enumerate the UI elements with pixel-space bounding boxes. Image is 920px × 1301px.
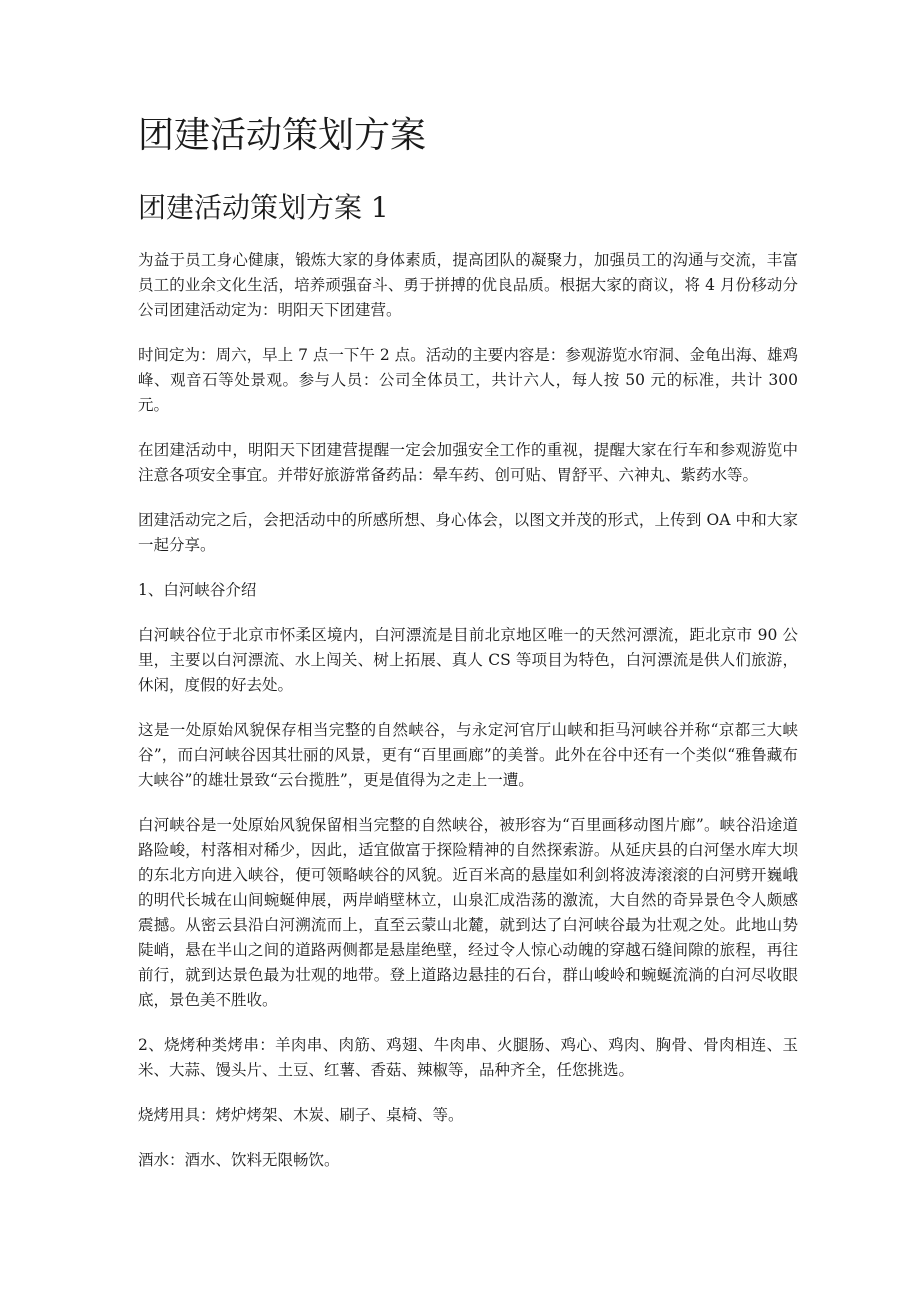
paragraph-drinks: 酒水：酒水、饮料无限畅饮。 — [138, 1151, 340, 1169]
paragraph-safety: 在团建活动中，明阳天下团建营提醒一定会加强安全工作的重视，提醒大家在行车和参观游览中注意各项安全事宜。并带好旅游常备药品：晕车药、创可贴、胃舒平、六神丸、紫药水等。 — [138, 441, 798, 484]
section-title: 团建活动策划方案 1 — [138, 191, 389, 224]
paragraph-bbq-types: 2、烧烤种类烤串：羊肉串、肉筋、鸡翅、牛肉串、火腿肠、鸡心、鸡肉、胸骨、骨肉相连、玉米、大蒜、馒头片、土豆、红薯、香菇、辣椒等，品种齐全，任您挑选。 — [138, 1036, 798, 1079]
paragraph-canyon-fame: 这是一处原始风貌保存相当完整的自然峡谷，与永定河官厅山峡和拒马河峡谷并称“京都三大峡谷”，而白河峡谷因其壮丽的风景，更有“百里画廊”的美誉。此外在谷中还有一个类似“雅鲁藏布大峡谷”的雄壮景致“云台揽胜”，更是值得为之走上一遭。 — [138, 721, 798, 789]
document-page — [138, 108, 798, 1193]
paragraph-intro: 为益于员工身心健康，锻炼大家的身体素质，提高团队的凝聚力，加强员工的沟通与交流，丰富员工的业余文化生活，培养顽强奋斗、勇于拼搏的优良品质。根据大家的商议，将 4 月份移动分公司团建活动定为：明阳天下团建营。 — [138, 251, 798, 319]
paragraph-canyon-location: 白河峡谷位于北京市怀柔区境内，白河漂流是目前北京地区唯一的天然河漂流，距北京市 90 公里，主要以白河漂流、水上闯关、树上拓展、真人 CS 等项目为特色，白河漂流是供人们旅游，休闲，度假的好去处。 — [138, 626, 798, 694]
paragraph-sharing: 团建活动完之后，会把活动中的所感所想、身心体会，以图文并茂的形式，上传到 OA 中和大家一起分享。 — [138, 511, 798, 554]
document-title: 团建活动策划方案 — [138, 115, 427, 156]
paragraph-heading-canyon: 1、白河峡谷介绍 — [138, 581, 257, 599]
paragraph-canyon-detail: 白河峡谷是一处原始风貌保留相当完整的自然峡谷，被形容为“百里画移动图片廊”。峡谷沿途道路险峻，村落相对稀少，因此，适宜做富于探险精神的自然探索游。从延庆县的白河堡水库大坝的东北方向进入峡谷，便可领略峡谷的风貌。近百米高的悬崖如利剑将波涛滚滚的白河劈开巍峨的明代长城在山间蜿蜒伸展，两岸峭壁林立，山泉汇成浩荡的激流，大自然的奇异景色令人颇感震撼。从密云县沿白河溯流而上，直至云蒙山北麓，就到达了白河峡谷最为壮观之处。此地山势陡峭，悬在半山之间的道路两侧都是悬崖绝壁，经过令人惊心动魄的穿越石缝间隙的旅程，再往前行，就到达景色最为壮观的地带。登上道路边悬挂的石台，群山峻岭和蜿蜒流淌的白河尽收眼底，景色美不胜收。 — [138, 816, 798, 1009]
paragraph-bbq-tools: 烧烤用具：烤炉烤架、木炭、刷子、桌椅、等。 — [138, 1106, 464, 1124]
paragraph-schedule: 时间定为：周六，早上 7 点一下午 2 点。活动的主要内容是：参观游览水帘洞、金龟出海、雄鸡峰、观音石等处景观。参与人员：公司全体员工，共计六人，每人按 50 元的标准，共计 300 元。 — [138, 346, 798, 414]
